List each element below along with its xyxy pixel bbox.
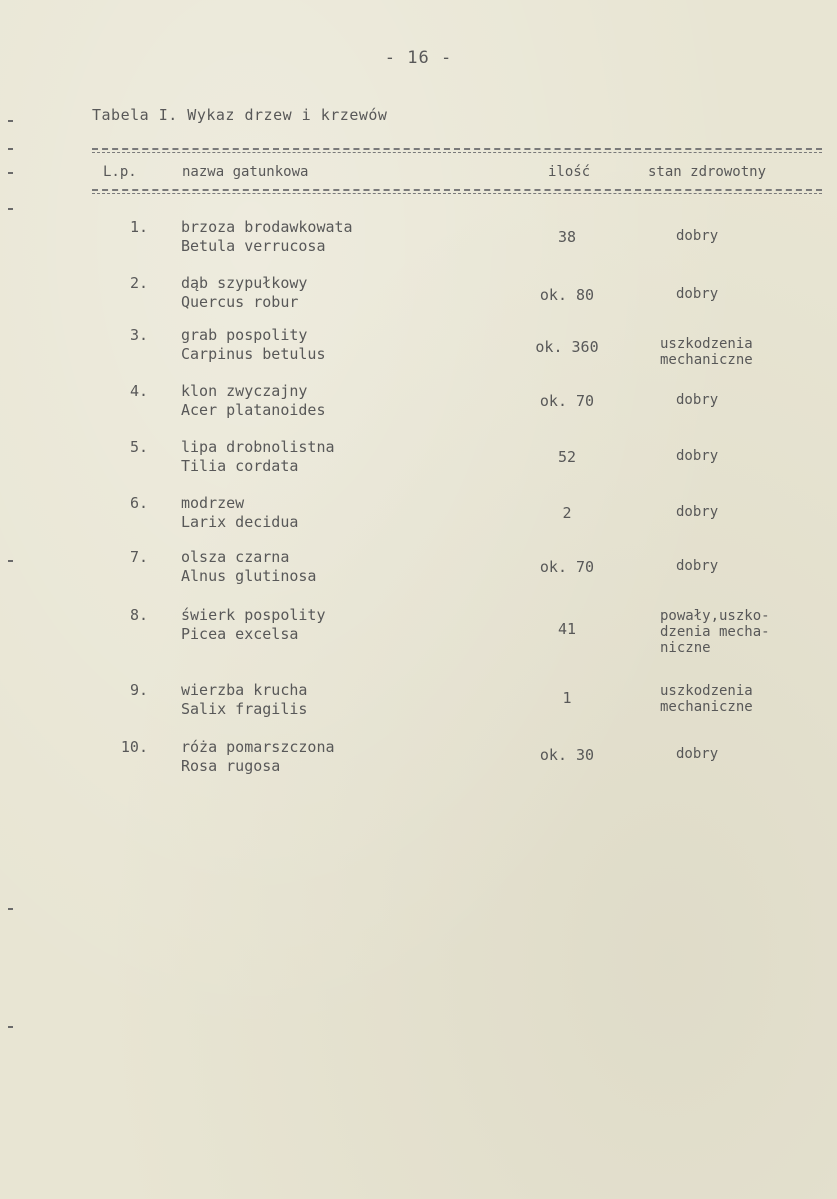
health-state: dobry — [676, 448, 719, 464]
row-number: 5. — [129, 438, 148, 456]
species-name-latin: Acer platanoides — [181, 401, 326, 419]
margin-mark — [8, 560, 13, 562]
species-name — [181, 326, 326, 364]
row-number: 1. — [129, 218, 148, 236]
species-name — [181, 382, 326, 420]
health-state: dobry — [676, 228, 719, 244]
species-name — [181, 438, 335, 476]
species-name-polish: wierzba krucha — [181, 681, 308, 699]
species-name-polish: lipa drobnolistna — [181, 438, 335, 456]
species-name — [181, 606, 326, 644]
quantity: 52 — [557, 448, 577, 466]
species-name-latin: Carpinus betulus — [181, 345, 326, 363]
species-name-polish: świerk pospolity — [181, 606, 326, 624]
species-name-latin: Alnus glutinosa — [181, 567, 317, 585]
table-header — [0, 164, 837, 184]
header-rule-bottom — [92, 189, 822, 191]
species-name-latin: Betula verrucosa — [181, 237, 326, 255]
species-name-latin: Salix fragilis — [181, 700, 308, 718]
quantity: ok. 70 — [539, 392, 595, 410]
species-name — [181, 218, 353, 256]
header-lp: L.p. — [103, 164, 137, 180]
header-qty: ilość — [548, 164, 591, 180]
species-name — [181, 738, 335, 776]
row-number: 4. — [129, 382, 148, 400]
header-state: stan zdrowotny — [648, 164, 767, 180]
margin-mark — [8, 208, 13, 210]
health-state: uszkodzenia mechaniczne — [660, 683, 753, 715]
species-name-polish: klon zwyczajny — [181, 382, 308, 400]
row-number: 3. — [129, 326, 148, 344]
health-state: dobry — [676, 504, 719, 520]
margin-mark — [8, 1026, 13, 1028]
species-name-polish: grab pospolity — [181, 326, 308, 344]
row-number: 10. — [120, 738, 148, 756]
health-state: dobry — [676, 392, 719, 408]
species-name-polish: olsza czarna — [181, 548, 290, 566]
header-name: nazwa gatunkowa — [182, 164, 309, 180]
quantity: 41 — [557, 620, 577, 638]
quantity: ok. 30 — [539, 746, 595, 764]
species-name-latin: Picea excelsa — [181, 625, 299, 643]
species-name-latin: Tilia cordata — [181, 457, 299, 475]
health-state: powały,uszko- dzenia mecha- niczne — [660, 608, 770, 656]
species-name-polish: dąb szypułkowy — [181, 274, 308, 292]
page-number: - 16 - — [384, 48, 453, 68]
health-state: uszkodzenia mechaniczne — [660, 336, 753, 368]
row-number: 8. — [129, 606, 148, 624]
row-number: 2. — [129, 274, 148, 292]
species-name — [181, 548, 316, 586]
margin-mark — [8, 120, 13, 122]
margin-mark — [8, 908, 13, 910]
row-number: 9. — [129, 681, 148, 699]
quantity: 2 — [562, 504, 572, 522]
species-name — [181, 274, 307, 312]
species-name-latin: Rosa rugosa — [181, 757, 281, 775]
table-title: Tabela I. Wykaz drzew i krzewów — [92, 106, 388, 124]
quantity: 38 — [557, 228, 577, 246]
health-state: dobry — [676, 286, 719, 302]
species-name-polish: modrzew — [181, 494, 245, 512]
quantity: ok. 80 — [539, 286, 595, 304]
row-number: 6. — [129, 494, 148, 512]
species-name-polish: róża pomarszczona — [181, 738, 335, 756]
margin-mark — [8, 148, 13, 150]
header-rule-top — [92, 148, 822, 150]
species-name — [181, 681, 307, 719]
quantity: ok. 70 — [539, 558, 595, 576]
header-rule-bottom — [92, 193, 822, 194]
quantity: ok. 360 — [535, 338, 599, 356]
header-rule-top — [92, 152, 822, 153]
health-state: dobry — [676, 558, 719, 574]
species-name-latin: Quercus robur — [181, 293, 299, 311]
health-state: dobry — [676, 746, 719, 762]
species-name-latin: Larix decidua — [181, 513, 299, 531]
species-name — [181, 494, 298, 532]
species-name-polish: brzoza brodawkowata — [181, 218, 353, 236]
row-number: 7. — [129, 548, 148, 566]
quantity: 1 — [562, 689, 572, 707]
